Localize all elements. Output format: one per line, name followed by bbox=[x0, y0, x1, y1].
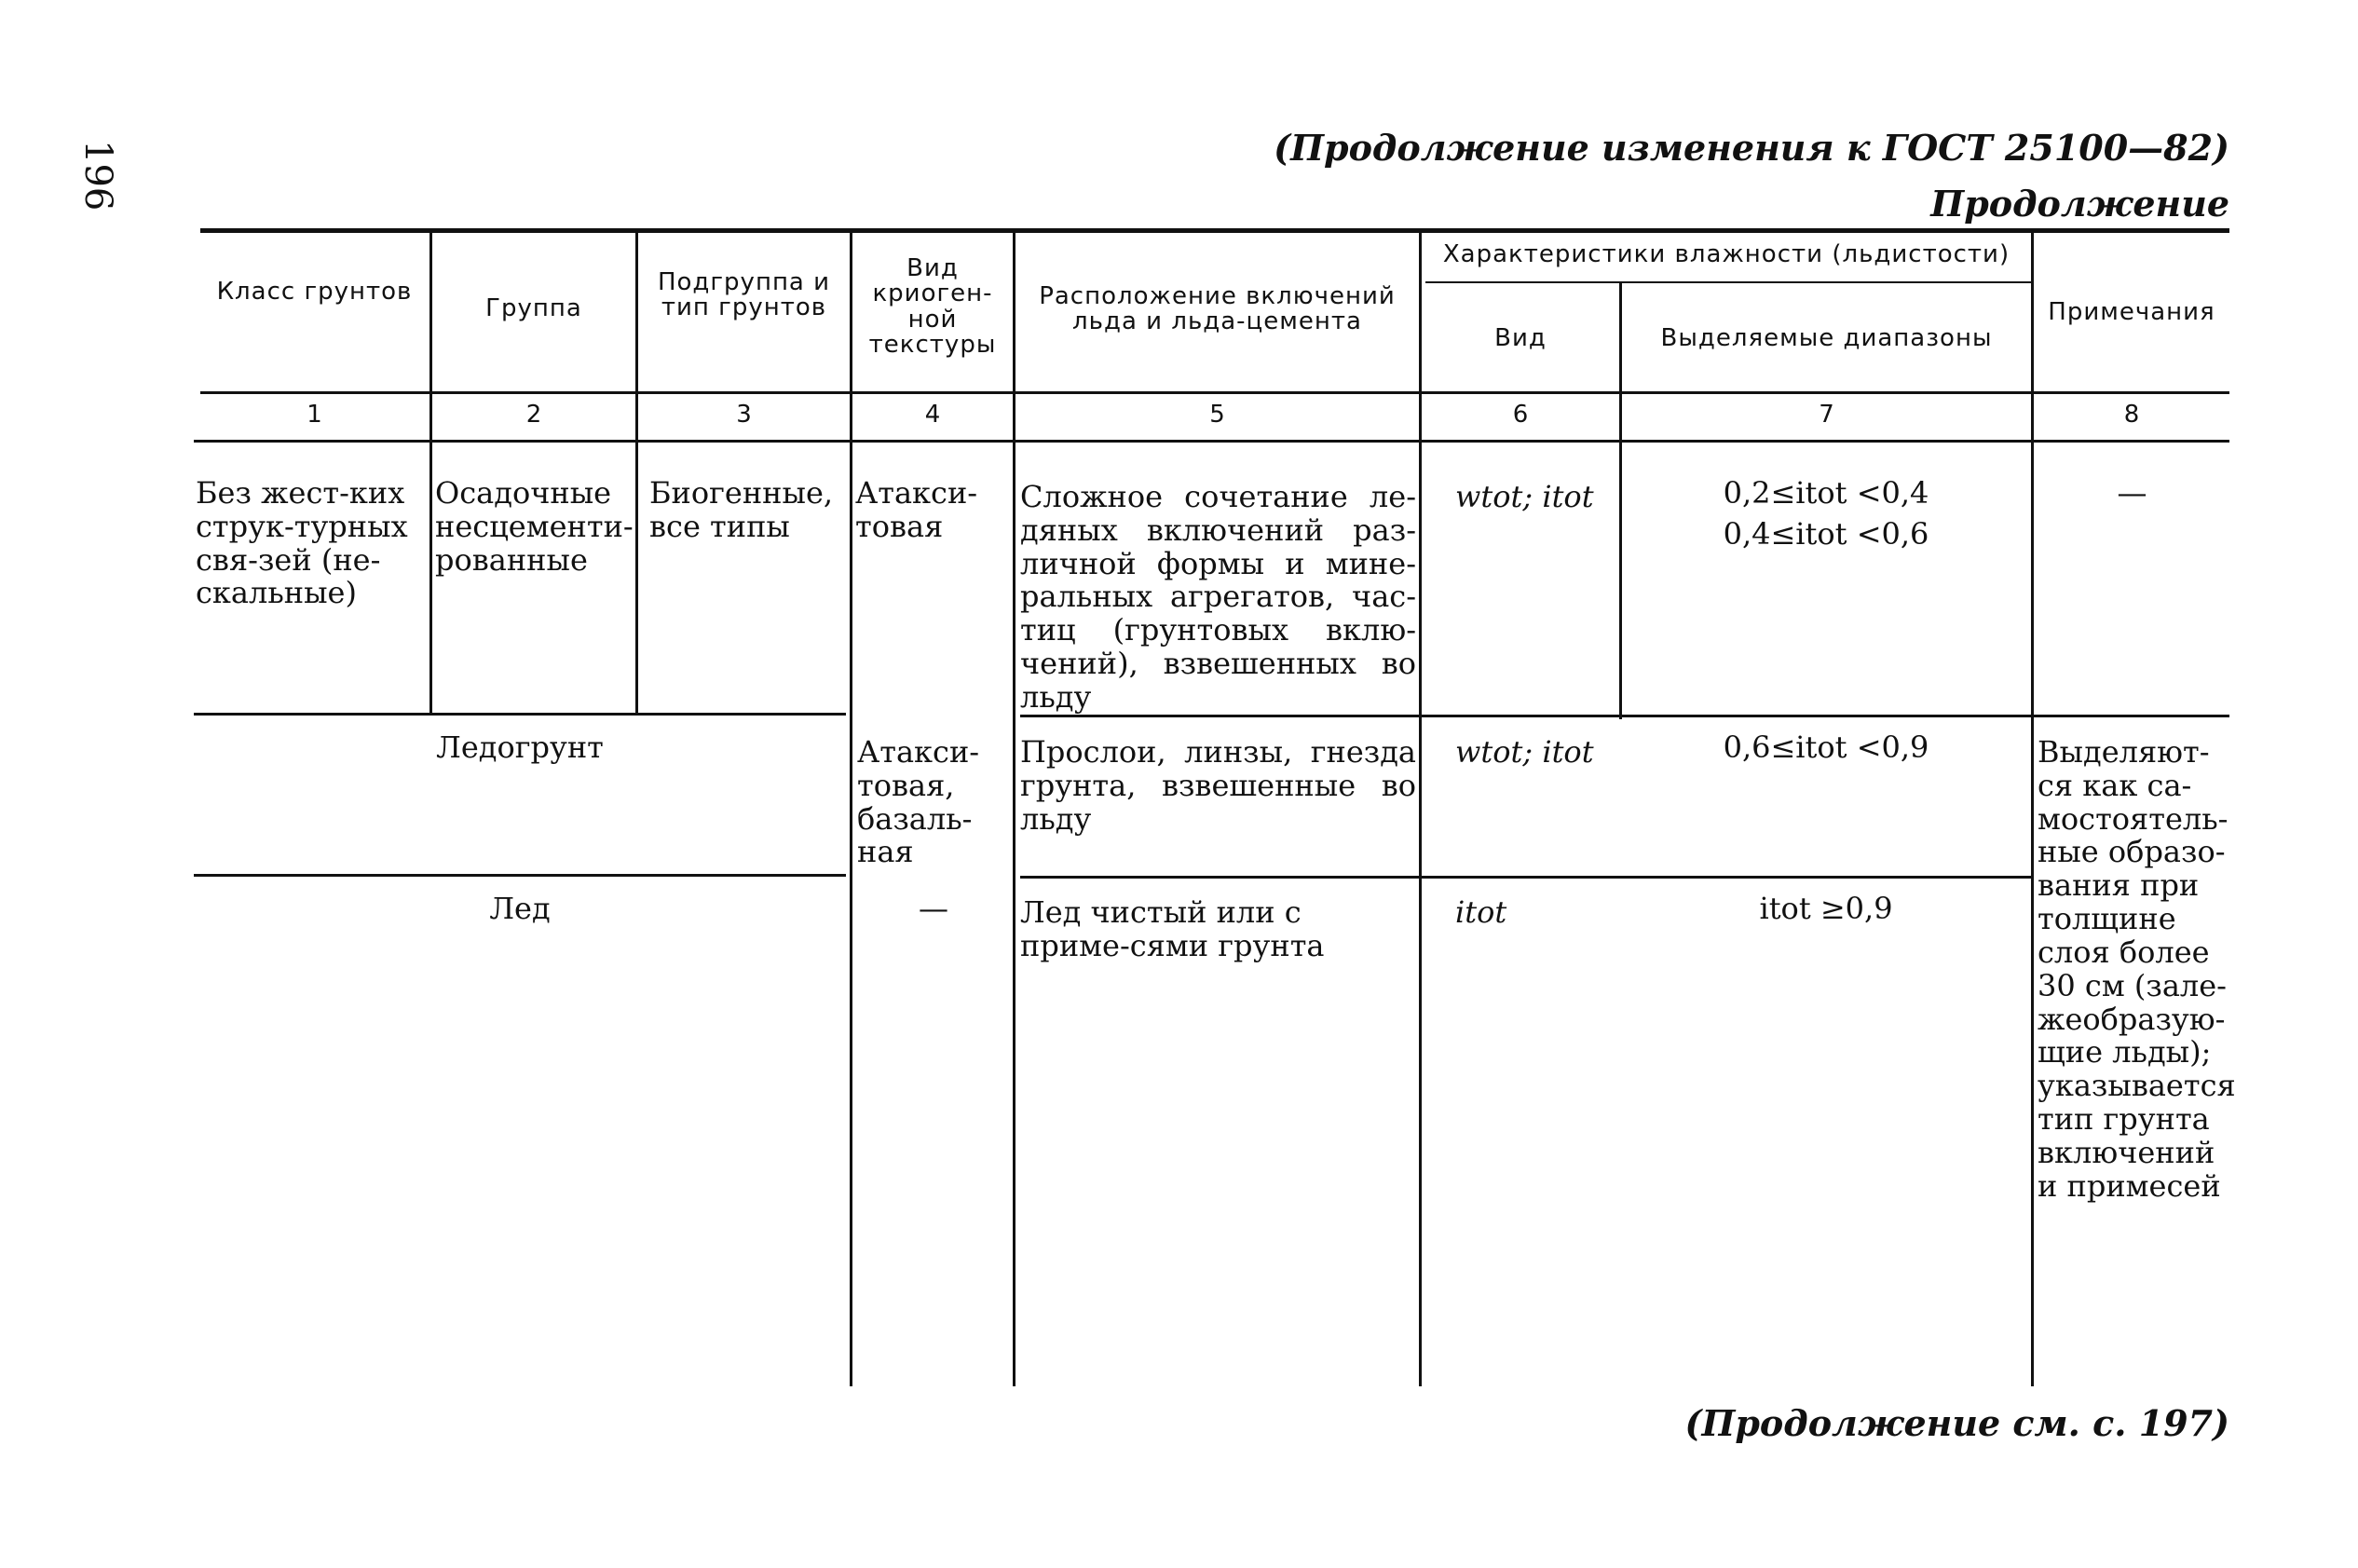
column-header-location: Расположение включений льда и льда-цемента bbox=[1039, 282, 1396, 336]
continuation-label: Продолжение bbox=[1930, 183, 2229, 225]
column-header-group: Группа bbox=[485, 294, 582, 322]
table-cell-location: Прослои, линзы, гнезда грунта, взвешенные во льду bbox=[1020, 734, 1416, 837]
column-header-subgroup: Подгруппа и тип грунтов bbox=[657, 268, 831, 322]
table-cell-range: itot ≥0,9 bbox=[1759, 891, 1893, 926]
table-cell-kind: itot bbox=[1455, 894, 1507, 930]
column-header-kind: Вид bbox=[1494, 324, 1547, 352]
table-cell-group: Осадочные несцементи-рованные bbox=[435, 475, 634, 578]
continuation-footer: (Продолжение см. с. 197) bbox=[1684, 1402, 2229, 1444]
table-cell-class: Лед bbox=[489, 891, 551, 926]
column-header-class: Класс грунтов bbox=[216, 278, 413, 306]
table-cell-class: Без жест-ких струк-турных свя-зей (не-скальные) bbox=[196, 475, 408, 611]
table-cell-range: 0,4≤itot <0,6 bbox=[1723, 516, 1929, 552]
column-number: 1 bbox=[307, 401, 322, 429]
column-number: 7 bbox=[1819, 401, 1834, 429]
column-number: 2 bbox=[525, 401, 542, 429]
table-cell-range: 0,2≤itot <0,4 bbox=[1723, 475, 1929, 511]
column-number: 3 bbox=[736, 401, 752, 429]
table-cell-class: Ледогрунт bbox=[436, 729, 604, 765]
table-cell-subgroup: Биогенные, все типы bbox=[649, 475, 834, 544]
table-cell-note: — bbox=[2117, 475, 2147, 511]
page-number: 196 bbox=[76, 140, 119, 211]
column-header-ranges: Выделяемые диапазоны bbox=[1660, 324, 1993, 352]
column-number: 5 bbox=[1209, 401, 1225, 429]
table-cell-range: 0,6≤itot <0,9 bbox=[1723, 729, 1929, 765]
table-cell-texture: — bbox=[919, 891, 948, 926]
table-cell-texture: Атакси-товая bbox=[855, 475, 978, 544]
table-cell-location: Сложное сочетание ле-дяных включений раз-личной формы и мине-ральных агрегатов, час-тиц (грунтовых вклю-чений), взвешенных во льду bbox=[1020, 479, 1416, 715]
column-header-texture: Вид криоген-ной текстуры bbox=[868, 254, 997, 359]
table-cell-note: Выделяют-ся как са-мостоятель-ные образо-вания при толщине слоя более 30 см (зале-жеобразую-щие льды); указывается тип грунта включений и примесей bbox=[2038, 734, 2236, 1204]
table-cell-kind: wtot; itot bbox=[1455, 479, 1594, 514]
column-header-moisture-group: Характеристики влажности (льдистости) bbox=[1442, 240, 2010, 268]
table-cell-kind: wtot; itot bbox=[1455, 734, 1594, 770]
column-number: 6 bbox=[1512, 401, 1529, 429]
column-number: 8 bbox=[2123, 401, 2140, 429]
table-cell-texture: Атакси-товая, базаль-ная bbox=[857, 734, 980, 870]
running-header: (Продолжение изменения к ГОСТ 25100—82) bbox=[1274, 127, 2229, 169]
column-number: 4 bbox=[924, 401, 941, 429]
table-cell-location: Лед чистый или с приме-сями грунта bbox=[1020, 894, 1325, 963]
column-header-notes: Примечания bbox=[2048, 298, 2215, 326]
